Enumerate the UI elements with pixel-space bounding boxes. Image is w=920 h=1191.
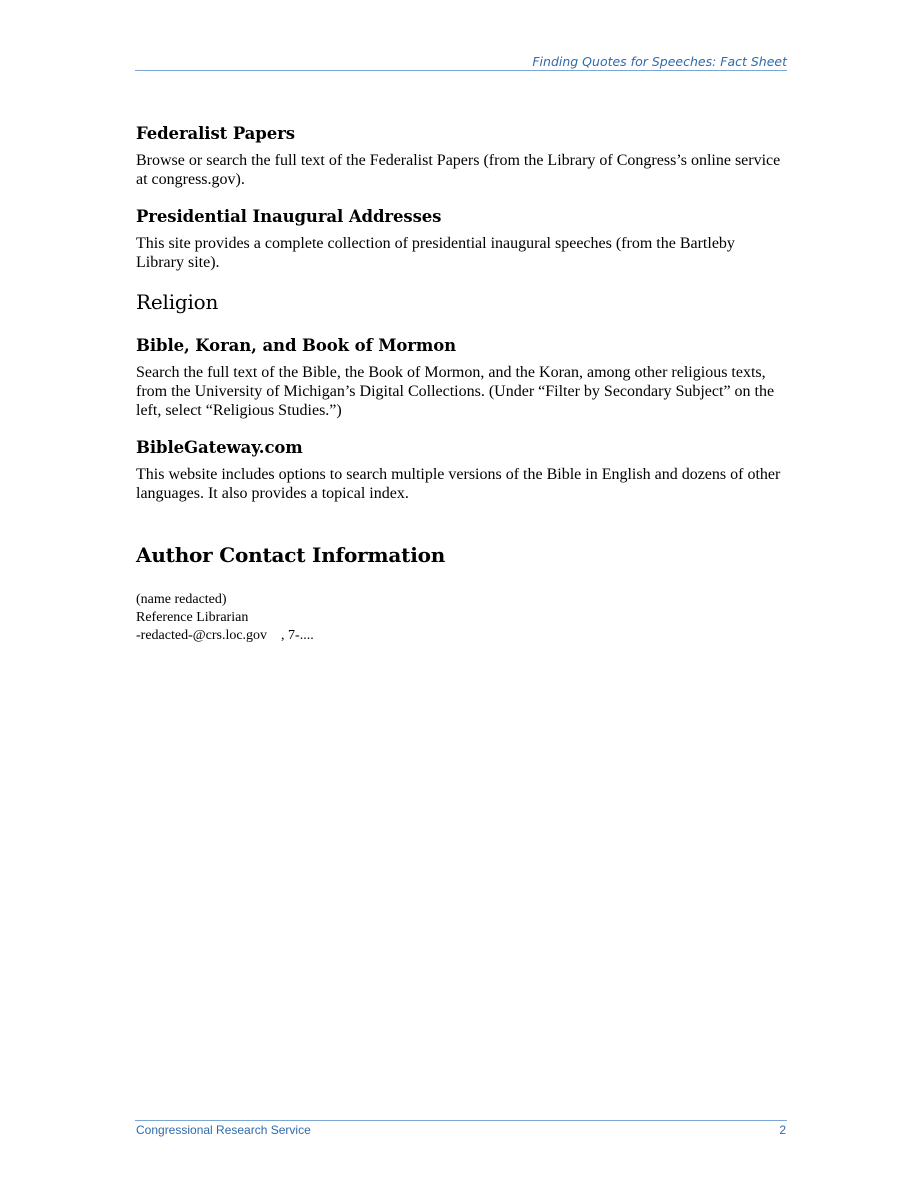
- federalist-description: Browse or search the full text of the Federalist Papers (from the Library of Congress’s online service at congress.gov).: [136, 152, 781, 188]
- author-contact-block: [136, 591, 786, 645]
- author-contact-heading: Author Contact Information: [136, 543, 446, 567]
- running-header-title: Finding Quotes for Speeches: Fact Sheet: [532, 54, 787, 69]
- religion-heading: Religion: [136, 290, 219, 314]
- bible-koran-description: Search the full text of the Bible, the Book of Mormon, and the Koran, among other religious texts, from the University of Michigan’s Digital Collections. (Under “Filter by Secondary Subject” on the left, select “Religious Studies.”): [136, 364, 775, 419]
- bible-koran-heading: Bible, Koran, and Book of Mormon: [136, 336, 457, 355]
- page-number: 2: [779, 1123, 786, 1137]
- inaugural-heading: Presidential Inaugural Addresses: [136, 207, 442, 226]
- author-name: (name redacted): [136, 592, 227, 607]
- header-divider: [135, 70, 787, 71]
- document-body: [136, 124, 786, 645]
- footer-divider: [135, 1120, 787, 1121]
- biblegateway-description: This website includes options to search multiple versions of the Bible in English and dozens of other languages. It also provides a topical index.: [136, 466, 781, 502]
- author-email: -redacted-@crs.loc.gov , 7-....: [136, 628, 314, 643]
- footer-organization: Congressional Research Service: [136, 1123, 311, 1137]
- inaugural-description: This site provides a complete collection of presidential inaugural speeches (from the Bartleby Library site).: [136, 235, 735, 271]
- federalist-heading: Federalist Papers: [136, 124, 295, 143]
- author-role: Reference Librarian: [136, 610, 249, 625]
- biblegateway-heading: BibleGateway.com: [136, 438, 303, 457]
